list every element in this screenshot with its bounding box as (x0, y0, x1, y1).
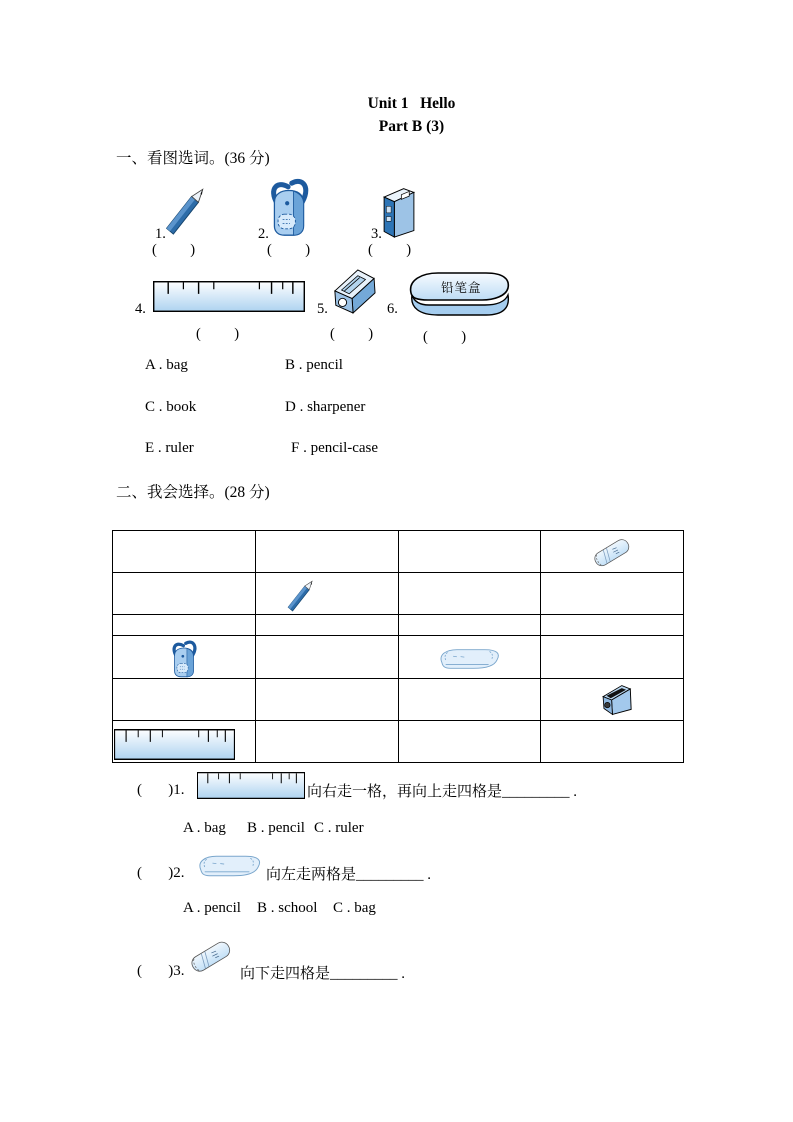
answer-paren: ( ) (196, 326, 241, 342)
question-option-c: C . ruler (314, 820, 364, 836)
item-number: 2. (258, 226, 269, 242)
option-e: E . ruler (145, 440, 194, 456)
sharpener-icon (593, 683, 637, 717)
option-b: B . pencil (285, 357, 343, 373)
question-option-b: B . school (257, 900, 318, 916)
option-a: A . bag (145, 357, 188, 373)
position-grid (112, 530, 684, 763)
question-paren-number: ( )3. (137, 963, 185, 979)
option-c: C . book (145, 399, 197, 415)
grid-cell (399, 615, 541, 636)
option-f: F . pencil-case (291, 440, 379, 456)
grid-cell (541, 573, 684, 615)
grid-cell (113, 679, 256, 721)
grid-cell (541, 679, 684, 721)
page-subtitle: Part B (3) (378, 118, 445, 135)
grid-cell (256, 721, 399, 763)
question-paren-number: ( )2. (137, 865, 185, 881)
question-option-c: C . bag (333, 900, 376, 916)
answer-paren: ( ) (330, 326, 375, 342)
schoolbag-icon (263, 175, 315, 237)
grid-cell (256, 636, 399, 679)
answer-paren: ( ) (423, 329, 468, 345)
section2-heading: 二、我会选择。(28 分) (116, 484, 270, 501)
pencil-case-label: 铅笔盒 (441, 281, 482, 295)
ruler-icon (114, 729, 235, 760)
pencil-icon (283, 576, 315, 614)
eraser-icon (188, 936, 234, 978)
ruler-icon (197, 772, 305, 799)
option-d: D . sharpener (285, 399, 366, 415)
grid-cell (113, 531, 256, 573)
question-option-a: A . bag (183, 820, 226, 836)
grid-cell (113, 636, 256, 679)
pencil-case-icon (433, 645, 505, 673)
pencil-case-icon (195, 851, 263, 881)
grid-cell (541, 721, 684, 763)
question-text: 向右走一格，再向上走四格是_________ . (307, 784, 578, 800)
question-text: 向下走四格是_________ . (240, 966, 406, 982)
grid-cell (399, 636, 541, 679)
answer-paren: ( ) (368, 242, 413, 258)
schoolbag-icon (163, 638, 205, 678)
grid-cell (399, 573, 541, 615)
grid-cell (113, 573, 256, 615)
item-number: 4. (135, 301, 146, 317)
item-number: 1. (155, 226, 166, 242)
grid-cell (113, 721, 256, 763)
grid-cell (541, 531, 684, 573)
grid-cell (256, 679, 399, 721)
item-number: 6. (387, 301, 398, 317)
item-number: 3. (371, 226, 382, 242)
sharpener-icon (332, 266, 376, 314)
grid-cell (541, 636, 684, 679)
ruler-icon (153, 281, 305, 312)
answer-paren: ( ) (267, 242, 312, 258)
grid-cell (256, 531, 399, 573)
grid-cell (399, 679, 541, 721)
page-title: Unit 1 Hello (367, 95, 456, 112)
grid-cell (399, 531, 541, 573)
question-text: 向左走两格是_________ . (266, 867, 432, 883)
grid-cell (256, 615, 399, 636)
item-number: 5. (317, 301, 328, 317)
book-icon (378, 184, 420, 238)
grid-cell (113, 615, 256, 636)
grid-cell (256, 573, 399, 615)
eraser-icon (587, 536, 637, 570)
question-paren-number: ( )1. (137, 782, 185, 798)
question-option-a: A . pencil (183, 900, 241, 916)
answer-paren: ( ) (152, 242, 197, 258)
grid-cell (399, 721, 541, 763)
grid-cell (541, 615, 684, 636)
question-option-b: B . pencil (247, 820, 305, 836)
section1-heading: 一、看图选词。(36 分) (116, 150, 270, 167)
